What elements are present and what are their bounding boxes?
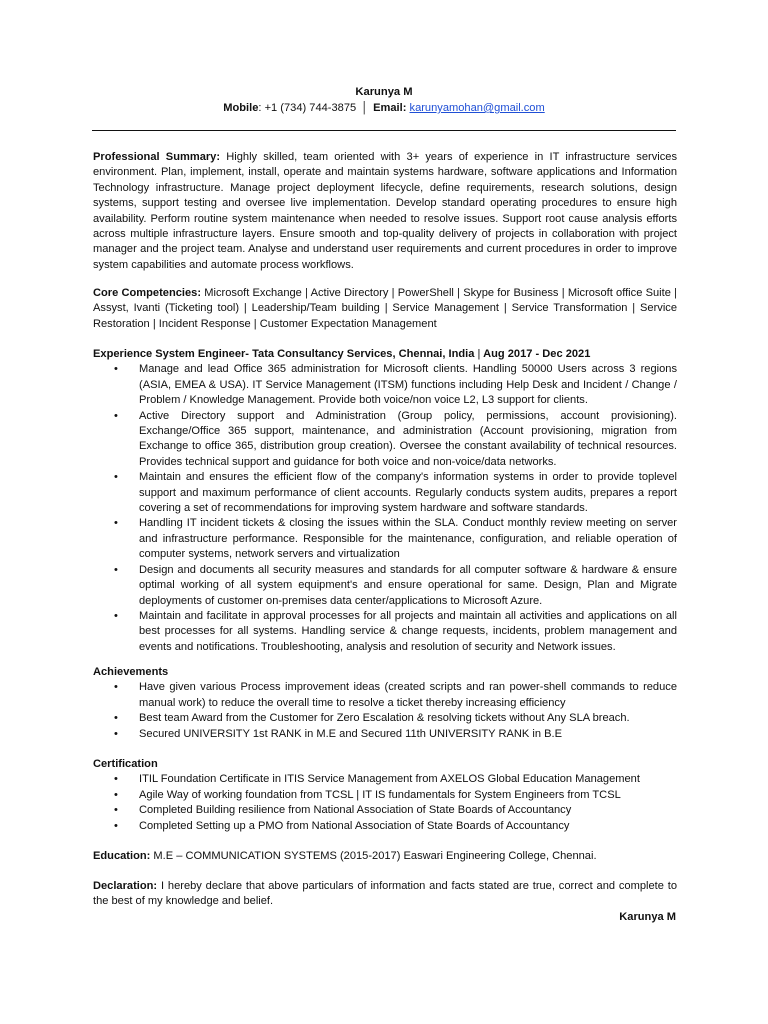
core-competencies — [93, 286, 677, 332]
list-item: • Maintain and ensures the efficient flow of the company's information systems in order to provide toplevel support and maximum performance of client accounts. Regularly conducts system audits, prepares a report covering a set of recommendations for improving system hardware and software standards. — [114, 471, 677, 515]
bullet-icon: • — [114, 788, 118, 801]
certification-section — [93, 757, 677, 834]
declaration-section — [93, 879, 677, 910]
certification-list — [93, 772, 677, 834]
bullet-icon: • — [114, 773, 118, 786]
certification-title: Certification — [93, 758, 158, 770]
summary-text: Highly skilled, team oriented with 3+ years of experience in IT infrastructure services environment. Plan, implement, install, operate and maintain systems hardware, software applications and Information Technology infrastructure. Manage project deployment lifecycle, define requirements, research solutions, design systems, support testing and oversee live implementation. Develop standard operating procedures to ensure high availability. Perform routine system maintenance when needed to resolve issues. Support root cause analysis efforts across multiple infrastructure layers. Ensure smooth and top-quality delivery of projects in collaboration with project manager and the project team. Analyse and understand user requirements and current procedures in order to improve system capabilities and automate process workflows. — [93, 151, 677, 271]
list-item: • Completed Setting up a PMO from National Association of State Boards of Accountancy — [93, 819, 677, 834]
education-label: Education: — [93, 850, 151, 862]
list-item: • ITIL Foundation Certificate in ITIS Service Management from AXELOS Global Education Management — [93, 772, 677, 787]
bullet-icon: • — [114, 609, 118, 622]
bullet-icon: • — [114, 681, 118, 694]
bullet-icon: • — [114, 471, 118, 484]
bullet-icon: • — [114, 819, 118, 832]
list-item: • Maintain and facilitate in approval processes for all projects and maintain all activities and applications on all best processes for all systems. Handling service & change requests, incidents, problem management and events and notifications. Troubleshooting, analysis and resolution of security and Network issues. — [114, 609, 677, 653]
professional-summary — [93, 150, 677, 273]
list-item: • Have given various Process improvement ideas (created scripts and ran power-shell commands to reduce manual work) to reduce the overall time to resolve a ticket thereby increasing efficiency — [114, 681, 677, 709]
candidate-name: Karunya M — [355, 86, 413, 98]
bullet-icon: • — [114, 409, 118, 422]
list-item: • Manage and lead Office 365 administration for Microsoft clients. Handling 50000 Users across 3 regions (ASIA, EMEA & USA). IT Service Management (ITSM) functions including Help Desk and Incident / Change / Problem / Knowledge Management. Provide both voice/non voice L2, L3 support for clients. — [114, 363, 677, 407]
bullet-icon: • — [114, 727, 118, 740]
list-item: • Best team Award from the Customer for Zero Escalation & resolving tickets without Any SLA breach. — [93, 711, 677, 726]
mobile-label: Mobile — [223, 102, 259, 114]
bullet-icon: • — [114, 517, 118, 530]
list-item: • Secured UNIVERSITY 1st RANK in M.E and Secured 11th UNIVERSITY RANK in B.E — [93, 727, 677, 742]
experience-dates: Aug 2017 - Dec 2021 — [483, 348, 591, 360]
experience-list — [93, 362, 677, 655]
email-link[interactable]: karunyamohan@gmail.com — [409, 102, 545, 114]
experience-separator: | — [477, 348, 481, 360]
experience-section — [93, 347, 677, 655]
education-section — [93, 849, 677, 864]
header-divider — [92, 130, 676, 131]
declaration-label: Declaration: — [93, 880, 158, 892]
signature-name: Karunya M — [619, 911, 676, 923]
achievements-section — [93, 665, 677, 742]
bullet-icon: • — [114, 712, 118, 725]
email-label: Email: — [373, 102, 407, 114]
competencies-label: Core Competencies: — [93, 287, 202, 299]
experience-role: Experience System Engineer- Tata Consultancy Services, Chennai, India — [93, 348, 475, 360]
mobile-number: +1 (734) 744-3875 — [264, 102, 357, 114]
bullet-icon: • — [114, 804, 118, 817]
achievements-list — [93, 680, 677, 742]
list-item: • Design and documents all security measures and standards for all computer software & hardware & ensure optimal working of all system equipment's and ensure operational for same. Design, Plan and Migrate deployments of customer on-premises data center/applications to Microsoft Azure. — [114, 563, 677, 607]
summary-label: Professional Summary: — [93, 151, 221, 163]
list-item: • Agile Way of working foundation from TCSL | IT IS fundamentals for System Engineers from TCSL — [93, 788, 677, 803]
contact-separator: │ — [361, 102, 369, 114]
list-item: • Active Directory support and Administration (Group policy, permissions, account provisioning). Exchange/Office 365 support, maintenance, and administration (Account provisioning, migration from Exchange to office 365, distribution group creation). Oversee the constant availability of technical resources. Provides technical support and guidance for both voice and non-voice/data networks. — [114, 409, 677, 468]
list-item: • Completed Building resilience from National Association of State Boards of Accountancy — [93, 803, 677, 818]
experience-title — [93, 347, 677, 362]
bullet-icon: • — [114, 363, 118, 376]
list-item: • Handling IT incident tickets & closing the issues within the SLA. Conduct monthly review meeting on server and infrastructure performance. Responsible for the maintenance, configuration, and reliable operation of computer systems, network servers and virtualization — [114, 517, 677, 561]
education-text: M.E – COMMUNICATION SYSTEMS (2015-2017) Easwari Engineering College, Chennai. — [153, 850, 597, 862]
declaration-text: I hereby declare that above particulars of information and facts stated are true, correct and complete to the best of my knowledge and belief. — [93, 880, 677, 908]
achievements-title: Achievements — [93, 666, 169, 678]
resume-header — [0, 85, 768, 117]
contact-line: Mobile: +1 (734) 744-3875 │ Email: karunyamohan@gmail.com — [223, 102, 545, 114]
bullet-icon: • — [114, 563, 118, 576]
competencies-text: Microsoft Exchange | Active Directory | PowerShell | Skype for Business | Microsoft office Suite | Assyst, Ivanti (Ticketing tool) | Leadership/Team building | Service Management | Service Transformation | Service Restoration | Incident Response | Customer Expectation Management — [93, 287, 677, 330]
